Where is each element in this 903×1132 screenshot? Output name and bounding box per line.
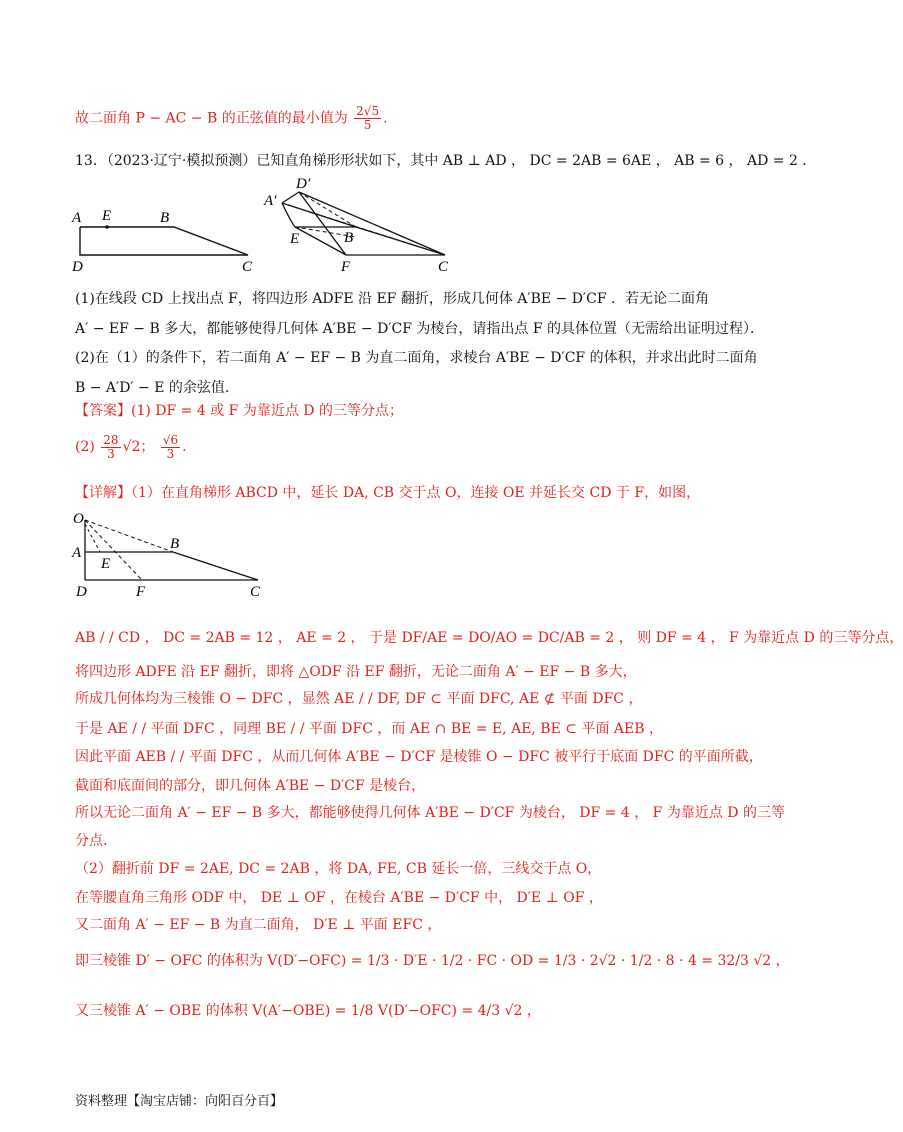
label-B: B [160, 210, 170, 226]
solution-line-13: 又三棱锥 A′ − OBE 的体积 V(A′−OBE) = 1/8 V(D′−OFC) = 4/3 √2 ， [75, 1003, 541, 1019]
fraction-denominator: 5 [363, 118, 372, 132]
detail-intro: （1）在直角梯形 ABCD 中，延长 DA, CB 交于点 O，连接 OE 并延长交 CD 于 F，如图， [131, 485, 701, 501]
figure-extended-trapezoid [70, 510, 270, 600]
question-number: 13． [75, 153, 107, 169]
label-E2: E [290, 231, 300, 247]
label-E3: E [101, 556, 111, 572]
question-source: （2023·辽宁·模拟预测） [106, 153, 257, 169]
solution-line-7: 所以无论二面角 A′ − EF − B 多大，都能够使得几何体 A′BE − D′CF 为棱台， DF = 4 ， F 为靠近点 D 的三等 [75, 805, 785, 821]
label-B3: B [170, 536, 180, 552]
prev-conclusion-text: 故二面角 P − AC − B 的正弦值的最小值为 [75, 110, 348, 127]
part1-line-b: A′ − EF − B 多大，都能够使得几何体 A′BE − D′CF 为棱台，请指出点 F 的具体位置（无需给出证明过程）． [75, 321, 764, 337]
solution-line-5: 因此平面 AEB / / 平面 DFC ，从而几何体 A′BE − D′CF 是棱锥 O − DFC 被平行于底面 DFC 的平面所截， [75, 749, 763, 765]
figure-folded-solid [262, 175, 462, 275]
solution-line-1: AB / / CD ， DC = 2AB = 12 ， AE = 2 ， 于是 DF/AE = DO/AO = DC/AB = 2 ， 则 DF = 4 ， F 为靠近点 D 的三等分点， [75, 630, 903, 646]
label-D: D [72, 259, 83, 275]
fraction-numerator: 2√5 [356, 104, 380, 118]
prev-conclusion-fraction [354, 105, 381, 132]
answer-2-prefix: (2) [75, 439, 95, 455]
detail-line-1 [75, 482, 740, 504]
label-F2: F [341, 259, 351, 275]
part2-line-a: (2)在（1）的条件下，若二面角 A′ − EF − B 为直二面角，求棱台 A′BE − D′CF 的体积，并求出此时二面角 [75, 350, 758, 366]
page-footer: 资料整理【淘宝店铺：向阳百分百】 [75, 1094, 284, 1109]
part2-line-b: B − A′D′ − E 的余弦值. [75, 380, 230, 396]
answer-2-middle: √2； [122, 439, 155, 455]
figure-trapezoid [70, 200, 270, 275]
solution-line-3: 所成几何体均为三棱锥 O − DFC ，显然 AE / / DF, DF ⊂ 平面 DFC, AE ⊄ 平面 DFC ， [75, 691, 643, 707]
label-A-prime: A′ [264, 193, 277, 209]
label-C2: C [438, 259, 449, 275]
solution-line-4: 于是 AE / / 平面 DFC ，同理 BE / / 平面 DFC ，而 AE ∩ BE = E, AE, BE ⊂ 平面 AEB ， [75, 721, 663, 737]
part1-line-a: (1)在线段 CD 上找出点 F，将四边形 ADFE 沿 EF 翻折，形成几何体 A′BE − D′CF ．若无论二面角 [75, 291, 709, 307]
label-B2: B [344, 230, 354, 246]
answer-2-fraction-1 [101, 434, 120, 461]
label-A: A [72, 210, 82, 226]
solution-line-10: 在等腰直角三角形 ODF 中， DE ⊥ OF ，在棱台 A′BE − D′CF 中， D′E ⊥ OF ， [75, 890, 603, 906]
fraction-numerator: √6 [162, 432, 179, 447]
answer-tag: 【答案】 [75, 403, 131, 419]
answer-2-fraction-2 [161, 434, 180, 461]
fraction-denominator: 3 [107, 446, 115, 461]
detail-tag: 【详解】 [75, 485, 131, 501]
solution-line-2: 将四边形 ADFE 沿 EF 翻折，即将 △ODF 沿 EF 翻折，无论二面角 A′ − EF − B 多大， [75, 664, 637, 680]
solution-line-11: 又二面角 A′ − EF − B 为直二面角， D′E ⊥ 平面 EFC ， [75, 917, 442, 933]
solution-line-6: 截面和底面间的部分，即几何体 A′BE − D′CF 是棱台， [75, 778, 426, 794]
answer-line-1 [75, 400, 740, 422]
label-F3: F [136, 584, 146, 600]
fraction-denominator: 3 [166, 446, 175, 461]
label-O: O [73, 511, 84, 527]
label-D3: D [76, 584, 87, 600]
prev-conclusion-line: 故二面角 P − AC − B 的正弦值的最小值为 $\frac{2√5}{5}$ . [75, 104, 388, 132]
label-E: E [102, 208, 112, 224]
label-C3: C [250, 584, 261, 600]
question-13-line [75, 150, 807, 172]
solution-line-9: （2）翻折前 DF = 2AE, DC = 2AB ，将 DA, FE, CB 延长一倍，三线交于点 O， [75, 861, 602, 877]
question-text: 已知直角梯形形状如下，其中 AB ⊥ AD ， DC = 2AB = 6AE ， AB = 6 ， AD = 2 . [256, 153, 807, 169]
answer-line-2 [75, 432, 740, 462]
answer-2-end: . [182, 439, 187, 455]
solution-line-12: 即三棱锥 D′ − OFC 的体积为 V(D′−OFC) = 1/3 · D′E · 1/2 · FC · OD = 1/3 · 2√2 · 1/2 · 8 · 4 = 32/3 √2 ， [75, 953, 790, 969]
label-C: C [242, 259, 253, 275]
label-A3: A [72, 545, 82, 561]
answer-1: (1) DF = 4 或 F 为靠近点 D 的三等分点； [131, 403, 403, 419]
fraction-numerator: 28 [103, 432, 119, 447]
solution-line-8: 分点. [75, 833, 108, 849]
label-D-prime: D′ [296, 176, 311, 192]
